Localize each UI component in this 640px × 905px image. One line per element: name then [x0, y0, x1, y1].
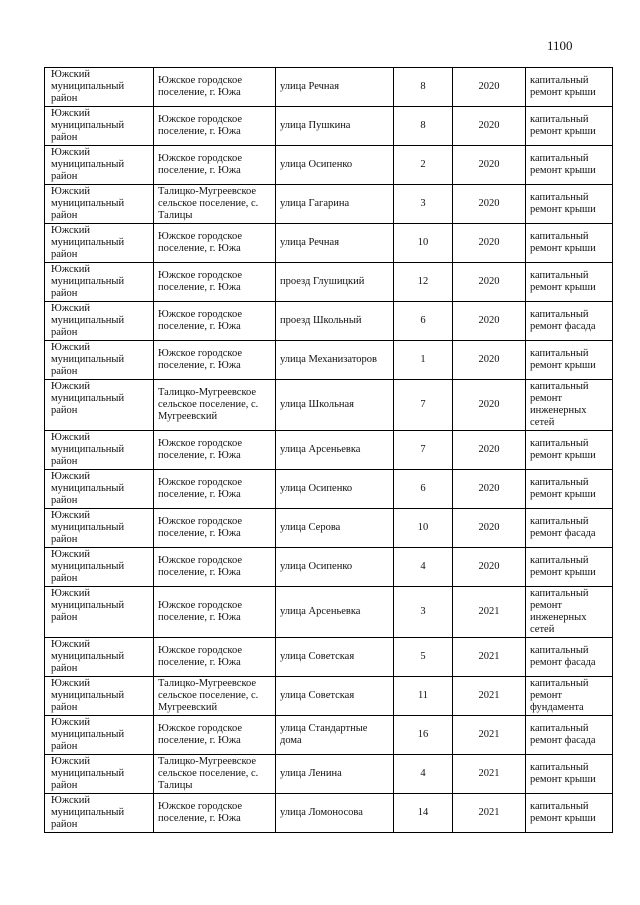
cell-house-number: 8: [394, 107, 453, 146]
cell-house-number: 1: [394, 341, 453, 380]
cell-district: Южский муниципальный район: [45, 302, 154, 341]
cell-work-type: капитальный ремонт крыши: [526, 68, 613, 107]
table-row: [45, 68, 613, 107]
cell-house-number: 10: [394, 509, 453, 548]
cell-settlement: Талицко-Мугреевское сельское поселение, с. Талицы: [154, 755, 276, 794]
table-row: [45, 794, 613, 833]
cell-work-type: капитальный ремонт фундамента: [526, 677, 613, 716]
cell-house-number: 4: [394, 548, 453, 587]
cell-district: Южский муниципальный район: [45, 638, 154, 677]
cell-settlement: Талицко-Мугреевское сельское поселение, с. Мугреевский: [154, 677, 276, 716]
cell-street: улица Арсеньевка: [276, 587, 394, 638]
cell-settlement: Южское городское поселение, г. Южа: [154, 224, 276, 263]
cell-work-type: капитальный ремонт фасада: [526, 716, 613, 755]
table-row: [45, 509, 613, 548]
cell-year: 2020: [453, 68, 526, 107]
cell-house-number: 10: [394, 224, 453, 263]
cell-settlement: Южское городское поселение, г. Южа: [154, 107, 276, 146]
cell-year: 2020: [453, 185, 526, 224]
cell-house-number: 4: [394, 755, 453, 794]
cell-street: проезд Глушицкий: [276, 263, 394, 302]
cell-settlement: Южское городское поселение, г. Южа: [154, 638, 276, 677]
cell-district: Южский муниципальный район: [45, 263, 154, 302]
cell-district: Южский муниципальный район: [45, 470, 154, 509]
cell-street: улица Речная: [276, 224, 394, 263]
table-row: [45, 755, 613, 794]
cell-work-type: капитальный ремонт фасада: [526, 509, 613, 548]
repair-schedule-table: [44, 67, 613, 833]
cell-work-type: капитальный ремонт крыши: [526, 431, 613, 470]
cell-work-type: капитальный ремонт крыши: [526, 341, 613, 380]
cell-settlement: Южское городское поселение, г. Южа: [154, 302, 276, 341]
cell-year: 2020: [453, 341, 526, 380]
cell-street: улица Пушкина: [276, 107, 394, 146]
cell-year: 2020: [453, 380, 526, 431]
cell-year: 2021: [453, 638, 526, 677]
cell-street: улица Советская: [276, 677, 394, 716]
cell-year: 2021: [453, 587, 526, 638]
cell-settlement: Южское городское поселение, г. Южа: [154, 68, 276, 107]
cell-district: Южский муниципальный район: [45, 587, 154, 638]
cell-street: улица Гагарина: [276, 185, 394, 224]
cell-year: 2020: [453, 548, 526, 587]
cell-district: Южский муниципальный район: [45, 755, 154, 794]
page-number: 1100: [547, 38, 573, 53]
cell-street: улица Ленина: [276, 755, 394, 794]
cell-year: 2020: [453, 470, 526, 509]
cell-work-type: капитальный ремонт крыши: [526, 794, 613, 833]
cell-house-number: 11: [394, 677, 453, 716]
cell-house-number: 3: [394, 587, 453, 638]
cell-district: Южский муниципальный район: [45, 380, 154, 431]
cell-house-number: 8: [394, 68, 453, 107]
cell-settlement: Южское городское поселение, г. Южа: [154, 470, 276, 509]
cell-settlement: Южское городское поселение, г. Южа: [154, 263, 276, 302]
cell-year: 2021: [453, 794, 526, 833]
cell-year: 2020: [453, 302, 526, 341]
table-row: [45, 185, 613, 224]
cell-work-type: капитальный ремонт крыши: [526, 548, 613, 587]
cell-street: улица Ломоносова: [276, 794, 394, 833]
cell-district: Южский муниципальный район: [45, 677, 154, 716]
cell-house-number: 6: [394, 302, 453, 341]
cell-district: Южский муниципальный район: [45, 509, 154, 548]
table-row: [45, 470, 613, 509]
cell-work-type: капитальный ремонт инженерных сетей: [526, 587, 613, 638]
cell-street: улица Арсеньевка: [276, 431, 394, 470]
cell-house-number: 3: [394, 185, 453, 224]
cell-district: Южский муниципальный район: [45, 185, 154, 224]
table-row: [45, 677, 613, 716]
table-row: [45, 263, 613, 302]
cell-work-type: капитальный ремонт крыши: [526, 107, 613, 146]
cell-year: 2021: [453, 755, 526, 794]
cell-house-number: 16: [394, 716, 453, 755]
cell-work-type: капитальный ремонт фасада: [526, 638, 613, 677]
cell-work-type: капитальный ремонт крыши: [526, 146, 613, 185]
cell-house-number: 7: [394, 431, 453, 470]
cell-year: 2021: [453, 677, 526, 716]
table-row: [45, 380, 613, 431]
cell-settlement: Южское городское поселение, г. Южа: [154, 509, 276, 548]
cell-settlement: Южское городское поселение, г. Южа: [154, 146, 276, 185]
cell-street: улица Школьная: [276, 380, 394, 431]
table-row: [45, 146, 613, 185]
cell-house-number: 12: [394, 263, 453, 302]
cell-settlement: Талицко-Мугреевское сельское поселение, с. Мугреевский: [154, 380, 276, 431]
table-row: [45, 587, 613, 638]
cell-house-number: 5: [394, 638, 453, 677]
cell-district: Южский муниципальный район: [45, 68, 154, 107]
table-row: [45, 431, 613, 470]
cell-year: 2020: [453, 431, 526, 470]
cell-district: Южский муниципальный район: [45, 548, 154, 587]
table-row: [45, 716, 613, 755]
cell-house-number: 6: [394, 470, 453, 509]
cell-street: улица Осипенко: [276, 548, 394, 587]
cell-district: Южский муниципальный район: [45, 341, 154, 380]
cell-district: Южский муниципальный район: [45, 431, 154, 470]
cell-settlement: Южское городское поселение, г. Южа: [154, 548, 276, 587]
cell-street: улица Механизаторов: [276, 341, 394, 380]
cell-district: Южский муниципальный район: [45, 146, 154, 185]
cell-work-type: капитальный ремонт крыши: [526, 185, 613, 224]
cell-year: 2020: [453, 224, 526, 263]
cell-settlement: Южское городское поселение, г. Южа: [154, 431, 276, 470]
cell-settlement: Южское городское поселение, г. Южа: [154, 716, 276, 755]
cell-street: улица Стандартные дома: [276, 716, 394, 755]
cell-settlement: Южское городское поселение, г. Южа: [154, 794, 276, 833]
cell-street: проезд Школьный: [276, 302, 394, 341]
cell-district: Южский муниципальный район: [45, 224, 154, 263]
cell-street: улица Осипенко: [276, 470, 394, 509]
cell-district: Южский муниципальный район: [45, 794, 154, 833]
table-row: [45, 341, 613, 380]
cell-street: улица Серова: [276, 509, 394, 548]
table-row: [45, 302, 613, 341]
table-body: [45, 68, 613, 833]
cell-settlement: Южское городское поселение, г. Южа: [154, 587, 276, 638]
cell-work-type: капитальный ремонт фасада: [526, 302, 613, 341]
cell-work-type: капитальный ремонт крыши: [526, 224, 613, 263]
cell-street: улица Речная: [276, 68, 394, 107]
table-row: [45, 638, 613, 677]
cell-street: улица Советская: [276, 638, 394, 677]
cell-work-type: капитальный ремонт инженерных сетей: [526, 380, 613, 431]
table-row: [45, 548, 613, 587]
cell-district: Южский муниципальный район: [45, 716, 154, 755]
cell-street: улица Осипенко: [276, 146, 394, 185]
cell-work-type: капитальный ремонт крыши: [526, 263, 613, 302]
cell-work-type: капитальный ремонт крыши: [526, 755, 613, 794]
cell-year: 2021: [453, 716, 526, 755]
cell-year: 2020: [453, 107, 526, 146]
cell-year: 2020: [453, 263, 526, 302]
cell-year: 2020: [453, 509, 526, 548]
table-row: [45, 107, 613, 146]
cell-year: 2020: [453, 146, 526, 185]
cell-house-number: 7: [394, 380, 453, 431]
cell-house-number: 14: [394, 794, 453, 833]
cell-settlement: Южское городское поселение, г. Южа: [154, 341, 276, 380]
cell-district: Южский муниципальный район: [45, 107, 154, 146]
cell-settlement: Талицко-Мугреевское сельское поселение, с. Талицы: [154, 185, 276, 224]
table-row: [45, 224, 613, 263]
cell-house-number: 2: [394, 146, 453, 185]
cell-work-type: капитальный ремонт крыши: [526, 470, 613, 509]
